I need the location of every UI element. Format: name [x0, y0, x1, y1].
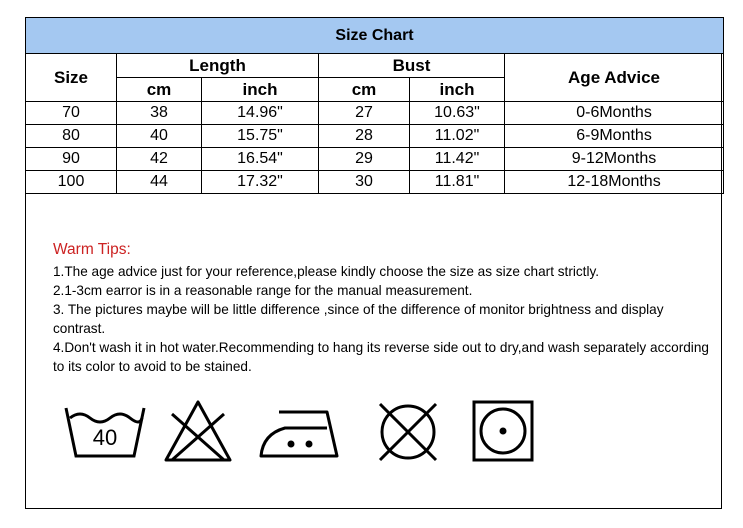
cell-bust-cm: 28: [319, 125, 410, 148]
header-age-advice: Age Advice: [505, 54, 724, 102]
do-not-dry-clean-icon: [372, 398, 444, 464]
cell-bust-cm: 30: [319, 171, 410, 194]
cell-size: 100: [26, 171, 117, 194]
cell-length-cm: 44: [117, 171, 202, 194]
wash-temp-label: 40: [92, 425, 118, 450]
size-chart-table: [25, 17, 724, 194]
header-length-inch: inch: [202, 78, 319, 102]
cell-bust-cm: 29: [319, 148, 410, 171]
cell-age: 6-9Months: [505, 125, 724, 148]
wash-40-icon: [62, 398, 148, 462]
warm-tips: [53, 241, 713, 376]
header-bust-inch: inch: [410, 78, 505, 102]
cell-length-inch: 15.75": [202, 125, 319, 148]
cell-length-inch: 14.96": [202, 102, 319, 125]
header-bust-cm: cm: [319, 78, 410, 102]
tip-item: 2.1-3cm earror is in a reasonable range for the manual measurement.: [53, 283, 473, 298]
table-row: [26, 148, 724, 171]
tumble-dry-icon: [470, 398, 536, 464]
size-chart-title: Size Chart: [26, 18, 724, 54]
cell-length-cm: 40: [117, 125, 202, 148]
cell-age: 12-18Months: [505, 171, 724, 194]
header-size: Size: [26, 54, 117, 102]
header-length: Length: [117, 54, 319, 78]
cell-length-inch: 17.32": [202, 171, 319, 194]
table-row: [26, 125, 724, 148]
cell-length-cm: 42: [117, 148, 202, 171]
cell-bust-inch: 11.02": [410, 125, 505, 148]
cell-bust-inch: 11.81": [410, 171, 505, 194]
cell-size: 80: [26, 125, 117, 148]
care-instructions: [0, 398, 743, 478]
tip-item: 4.Don't wash it in hot water.Recommending to hang its reverse side out to dry,and wash separately according to its color to avoid to be stained.: [53, 340, 709, 374]
cell-bust-inch: 11.42": [410, 148, 505, 171]
iron-low-heat-icon: [257, 398, 343, 464]
cell-length-inch: 16.54": [202, 148, 319, 171]
cell-bust-cm: 27: [319, 102, 410, 125]
do-not-bleach-icon: [162, 398, 234, 464]
cell-length-cm: 38: [117, 102, 202, 125]
table-row: [26, 171, 724, 194]
table-row: [26, 102, 724, 125]
header-bust: Bust: [319, 54, 505, 78]
tip-item: 1.The age advice just for your reference,please kindly choose the size as size chart strictly.: [53, 264, 600, 279]
cell-size: 90: [26, 148, 117, 171]
cell-age: 9-12Months: [505, 148, 724, 171]
cell-size: 70: [26, 102, 117, 125]
header-length-cm: cm: [117, 78, 202, 102]
cell-bust-inch: 10.63": [410, 102, 505, 125]
warm-tips-title: Warm Tips:: [53, 241, 131, 258]
cell-age: 0-6Months: [505, 102, 724, 125]
tip-item: 3. The pictures maybe will be little difference ,since of the difference of monitor brightness and display contrast.: [53, 302, 664, 336]
